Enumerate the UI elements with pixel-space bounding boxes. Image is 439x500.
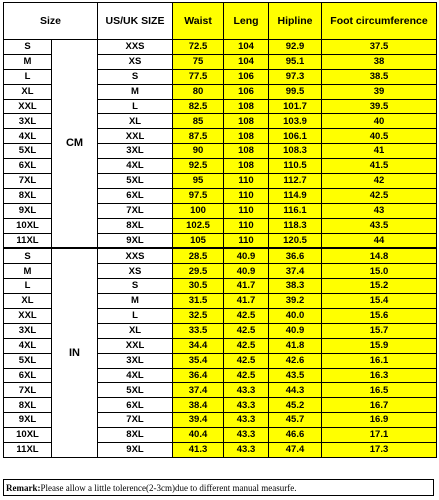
- table-row: [4, 40, 437, 55]
- cell-foot-circumference: 41.5: [322, 159, 437, 174]
- cell-waist: 35.4: [173, 353, 224, 368]
- cell-hipline: 108.3: [269, 144, 322, 159]
- cell-waist: 39.4: [173, 413, 224, 428]
- cell-waist: 100: [173, 203, 224, 218]
- cell-us-uk-size: 8XL: [98, 428, 173, 443]
- cell-size: 9XL: [4, 413, 52, 428]
- cell-us-uk-size: 3XL: [98, 144, 173, 159]
- remark-text: Please allow a little tolerence(2-3cm)due to different manual measurfe.: [40, 483, 297, 493]
- cell-us-uk-size: XS: [98, 54, 173, 69]
- cell-size: XL: [4, 294, 52, 309]
- cell-us-uk-size: 8XL: [98, 218, 173, 233]
- cell-leng: 108: [224, 114, 269, 129]
- cell-leng: 42.5: [224, 368, 269, 383]
- unit-label: IN: [52, 248, 98, 457]
- cell-waist: 31.5: [173, 294, 224, 309]
- cell-leng: 108: [224, 129, 269, 144]
- cell-waist: 29.5: [173, 264, 224, 279]
- cell-hipline: 114.9: [269, 188, 322, 203]
- cell-foot-circumference: 17.1: [322, 428, 437, 443]
- cell-foot-circumference: 16.5: [322, 383, 437, 398]
- cell-waist: 41.3: [173, 443, 224, 458]
- header-foot-circumference: Foot circumference: [322, 3, 437, 40]
- cell-leng: 110: [224, 218, 269, 233]
- cell-waist: 36.4: [173, 368, 224, 383]
- table-body: [4, 40, 437, 458]
- cell-leng: 106: [224, 69, 269, 84]
- header-hipline: Hipline: [269, 3, 322, 40]
- cell-size: XXL: [4, 99, 52, 114]
- cell-size: 11XL: [4, 233, 52, 248]
- cell-foot-circumference: 16.3: [322, 368, 437, 383]
- header-row: [4, 3, 437, 40]
- header-size: Size: [4, 3, 98, 40]
- cell-leng: 43.3: [224, 413, 269, 428]
- cell-waist: 95: [173, 174, 224, 189]
- cell-hipline: 118.3: [269, 218, 322, 233]
- cell-us-uk-size: XL: [98, 323, 173, 338]
- cell-us-uk-size: 6XL: [98, 188, 173, 203]
- cell-waist: 40.4: [173, 428, 224, 443]
- cell-leng: 110: [224, 188, 269, 203]
- cell-hipline: 95.1: [269, 54, 322, 69]
- cell-size: L: [4, 69, 52, 84]
- cell-leng: 110: [224, 174, 269, 189]
- cell-foot-circumference: 17.3: [322, 443, 437, 458]
- cell-waist: 92.5: [173, 159, 224, 174]
- cell-leng: 110: [224, 233, 269, 248]
- size-table: [3, 2, 437, 458]
- cell-us-uk-size: 5XL: [98, 383, 173, 398]
- header-us-uk-size: US/UK SIZE: [98, 3, 173, 40]
- cell-hipline: 116.1: [269, 203, 322, 218]
- cell-us-uk-size: M: [98, 84, 173, 99]
- cell-size: 11XL: [4, 443, 52, 458]
- cell-size: XL: [4, 84, 52, 99]
- cell-size: 6XL: [4, 159, 52, 174]
- cell-waist: 77.5: [173, 69, 224, 84]
- cell-leng: 106: [224, 84, 269, 99]
- cell-hipline: 44.3: [269, 383, 322, 398]
- cell-hipline: 40.9: [269, 323, 322, 338]
- cell-us-uk-size: 9XL: [98, 443, 173, 458]
- cell-waist: 28.5: [173, 248, 224, 263]
- cell-hipline: 92.9: [269, 40, 322, 55]
- cell-hipline: 45.2: [269, 398, 322, 413]
- cell-hipline: 101.7: [269, 99, 322, 114]
- cell-size: S: [4, 248, 52, 263]
- cell-foot-circumference: 39.5: [322, 99, 437, 114]
- cell-hipline: 47.4: [269, 443, 322, 458]
- header-waist: Waist: [173, 3, 224, 40]
- cell-waist: 34.4: [173, 338, 224, 353]
- cell-leng: 42.5: [224, 323, 269, 338]
- cell-size: 5XL: [4, 353, 52, 368]
- cell-foot-circumference: 37.5: [322, 40, 437, 55]
- cell-leng: 43.3: [224, 443, 269, 458]
- cell-us-uk-size: XXL: [98, 338, 173, 353]
- cell-size: 10XL: [4, 428, 52, 443]
- cell-leng: 110: [224, 203, 269, 218]
- cell-foot-circumference: 38.5: [322, 69, 437, 84]
- cell-foot-circumference: 16.9: [322, 413, 437, 428]
- cell-size: 7XL: [4, 383, 52, 398]
- cell-waist: 82.5: [173, 99, 224, 114]
- unit-label: CM: [52, 40, 98, 249]
- header-leng: Leng: [224, 3, 269, 40]
- cell-size: M: [4, 54, 52, 69]
- cell-foot-circumference: 15.4: [322, 294, 437, 309]
- cell-size: S: [4, 40, 52, 55]
- cell-size: 4XL: [4, 338, 52, 353]
- cell-size: 3XL: [4, 323, 52, 338]
- cell-hipline: 36.6: [269, 248, 322, 263]
- cell-foot-circumference: 42: [322, 174, 437, 189]
- cell-waist: 37.4: [173, 383, 224, 398]
- cell-leng: 43.3: [224, 398, 269, 413]
- table-row: [4, 248, 437, 263]
- cell-foot-circumference: 40: [322, 114, 437, 129]
- cell-leng: 42.5: [224, 338, 269, 353]
- cell-hipline: 38.3: [269, 279, 322, 294]
- cell-hipline: 41.8: [269, 338, 322, 353]
- cell-waist: 90: [173, 144, 224, 159]
- cell-us-uk-size: S: [98, 69, 173, 84]
- cell-waist: 105: [173, 233, 224, 248]
- cell-foot-circumference: 43: [322, 203, 437, 218]
- cell-us-uk-size: 9XL: [98, 233, 173, 248]
- cell-hipline: 45.7: [269, 413, 322, 428]
- cell-us-uk-size: 4XL: [98, 159, 173, 174]
- cell-waist: 80: [173, 84, 224, 99]
- cell-size: 10XL: [4, 218, 52, 233]
- cell-us-uk-size: S: [98, 279, 173, 294]
- cell-waist: 102.5: [173, 218, 224, 233]
- cell-us-uk-size: XS: [98, 264, 173, 279]
- cell-us-uk-size: M: [98, 294, 173, 309]
- cell-hipline: 42.6: [269, 353, 322, 368]
- cell-size: 8XL: [4, 398, 52, 413]
- cell-hipline: 103.9: [269, 114, 322, 129]
- cell-leng: 108: [224, 144, 269, 159]
- cell-leng: 108: [224, 159, 269, 174]
- cell-us-uk-size: 7XL: [98, 413, 173, 428]
- cell-leng: 43.3: [224, 383, 269, 398]
- cell-waist: 97.5: [173, 188, 224, 203]
- cell-waist: 32.5: [173, 309, 224, 324]
- cell-waist: 30.5: [173, 279, 224, 294]
- cell-waist: 33.5: [173, 323, 224, 338]
- cell-leng: 40.9: [224, 248, 269, 263]
- cell-hipline: 43.5: [269, 368, 322, 383]
- cell-waist: 87.5: [173, 129, 224, 144]
- cell-foot-circumference: 15.2: [322, 279, 437, 294]
- cell-foot-circumference: 41: [322, 144, 437, 159]
- cell-hipline: 112.7: [269, 174, 322, 189]
- cell-leng: 40.9: [224, 264, 269, 279]
- cell-waist: 72.5: [173, 40, 224, 55]
- cell-foot-circumference: 15.0: [322, 264, 437, 279]
- cell-hipline: 39.2: [269, 294, 322, 309]
- cell-us-uk-size: XXS: [98, 248, 173, 263]
- cell-leng: 42.5: [224, 309, 269, 324]
- cell-size: 8XL: [4, 188, 52, 203]
- cell-size: XXL: [4, 309, 52, 324]
- cell-us-uk-size: 6XL: [98, 398, 173, 413]
- cell-leng: 41.7: [224, 279, 269, 294]
- cell-foot-circumference: 15.6: [322, 309, 437, 324]
- cell-hipline: 97.3: [269, 69, 322, 84]
- cell-hipline: 110.5: [269, 159, 322, 174]
- cell-size: 9XL: [4, 203, 52, 218]
- cell-hipline: 37.4: [269, 264, 322, 279]
- cell-leng: 41.7: [224, 294, 269, 309]
- cell-foot-circumference: 16.7: [322, 398, 437, 413]
- cell-us-uk-size: XL: [98, 114, 173, 129]
- cell-size: 4XL: [4, 129, 52, 144]
- cell-foot-circumference: 44: [322, 233, 437, 248]
- cell-waist: 38.4: [173, 398, 224, 413]
- cell-leng: 43.3: [224, 428, 269, 443]
- cell-size: 7XL: [4, 174, 52, 189]
- cell-foot-circumference: 14.8: [322, 248, 437, 263]
- cell-size: 6XL: [4, 368, 52, 383]
- cell-foot-circumference: 15.9: [322, 338, 437, 353]
- cell-hipline: 120.5: [269, 233, 322, 248]
- cell-leng: 104: [224, 40, 269, 55]
- cell-foot-circumference: 40.5: [322, 129, 437, 144]
- cell-hipline: 46.6: [269, 428, 322, 443]
- cell-us-uk-size: XXS: [98, 40, 173, 55]
- cell-size: L: [4, 279, 52, 294]
- cell-leng: 108: [224, 99, 269, 114]
- cell-leng: 42.5: [224, 353, 269, 368]
- cell-foot-circumference: 38: [322, 54, 437, 69]
- cell-us-uk-size: 4XL: [98, 368, 173, 383]
- cell-size: M: [4, 264, 52, 279]
- cell-hipline: 99.5: [269, 84, 322, 99]
- cell-us-uk-size: 3XL: [98, 353, 173, 368]
- cell-foot-circumference: 42.5: [322, 188, 437, 203]
- cell-size: 5XL: [4, 144, 52, 159]
- cell-foot-circumference: 15.7: [322, 323, 437, 338]
- cell-hipline: 106.1: [269, 129, 322, 144]
- cell-us-uk-size: 7XL: [98, 203, 173, 218]
- cell-us-uk-size: 5XL: [98, 174, 173, 189]
- cell-us-uk-size: XXL: [98, 129, 173, 144]
- cell-foot-circumference: 39: [322, 84, 437, 99]
- remark-label: Remark:: [6, 483, 41, 493]
- cell-foot-circumference: 43.5: [322, 218, 437, 233]
- cell-us-uk-size: L: [98, 309, 173, 324]
- cell-us-uk-size: L: [98, 99, 173, 114]
- cell-waist: 75: [173, 54, 224, 69]
- cell-foot-circumference: 16.1: [322, 353, 437, 368]
- cell-hipline: 40.0: [269, 309, 322, 324]
- remark-note: [3, 479, 434, 496]
- cell-leng: 104: [224, 54, 269, 69]
- cell-waist: 85: [173, 114, 224, 129]
- cell-size: 3XL: [4, 114, 52, 129]
